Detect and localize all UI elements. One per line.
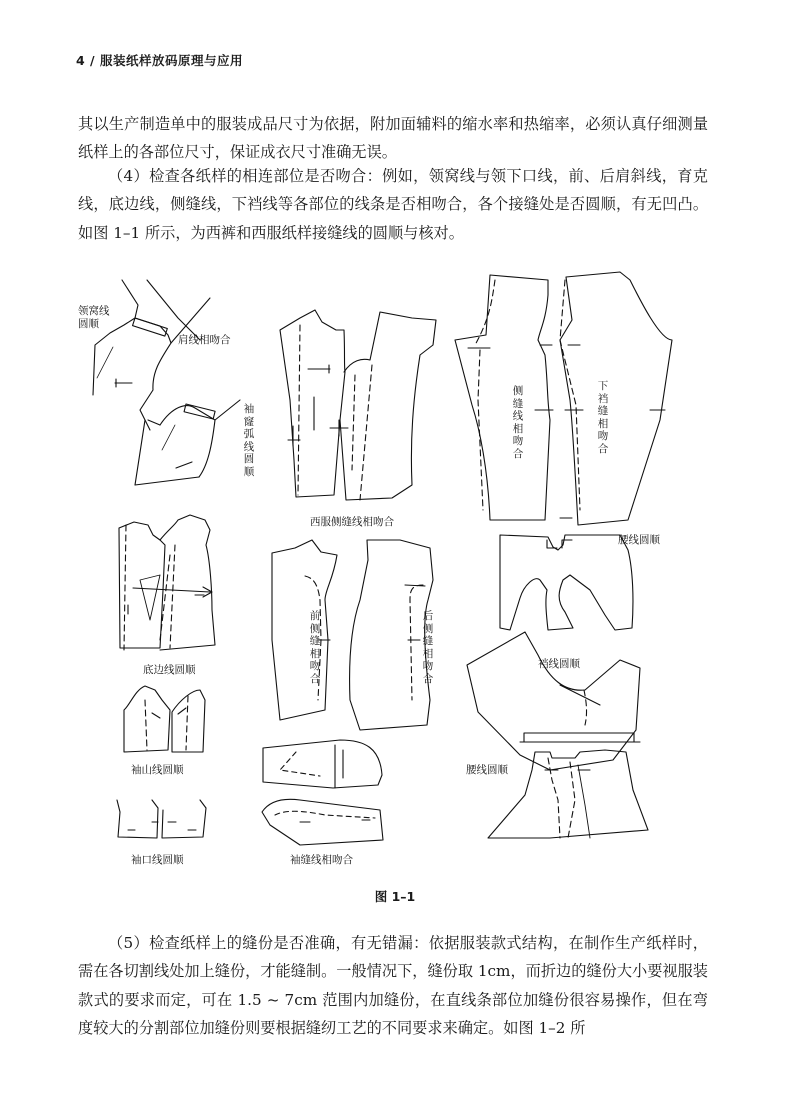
label-waist-bottom: 腰线圆顺 xyxy=(466,764,508,776)
label-armhole: 袖窿弧线圆顺 xyxy=(243,403,255,478)
hem-line-drawing xyxy=(119,515,215,650)
label-jacket-side: 西服侧缝线相吻合 xyxy=(310,516,394,528)
label-neckline: 领窝线 圆顺 xyxy=(78,305,110,330)
paragraph-check-seams: （4）检查各纸样的相连部位是否吻合：例如，领窝线与领下口线，前、后肩斜线，育克线，底边线，侧缝线，下裆线等各部位的线条是否相吻合，各个接缝处是否圆顺，有无凹凸。如图 1–1 所示，为西裤和西服纸样接缝线的圆顺与核对。 xyxy=(78,167,708,242)
label-back-side: 后侧缝相吻合 xyxy=(422,610,434,685)
label-sleeve-cap: 袖山线圆顺 xyxy=(131,764,184,776)
front-back-side-seam-drawing xyxy=(272,540,433,730)
label-inseam: 下裆缝相吻合 xyxy=(597,380,609,455)
jacket-side-seam-drawing xyxy=(280,310,436,500)
waist-top-drawing xyxy=(500,535,633,630)
sleeve-seam-drawing xyxy=(262,740,383,845)
cuff-drawing xyxy=(117,800,206,838)
label-crotch: 裆线圆顺 xyxy=(538,658,580,670)
label-cuff: 袖口线圆顺 xyxy=(131,854,184,866)
label-sleeve-seam: 袖缝线相吻合 xyxy=(290,854,353,866)
running-head: 4 / 服装纸样放码原理与应用 xyxy=(76,53,243,68)
trousers-seam-drawing xyxy=(455,272,672,525)
label-pants-side: 侧缝线相吻合 xyxy=(512,385,524,460)
figure-caption: 图 1–1 xyxy=(374,889,416,904)
paragraph-check-allowance: （5）检查纸样上的缝份是否准确，有无错漏：依据服装款式结构，在制作生产纸样时，需在各切割线处加上缝份，才能缝制。一般情况下，缝份取 1cm，而折边的缝份大小要视服装款式的要求而定，可在 1.5 ~ 7cm 范围内加缝份，在直线条部位加缝份很容易操作，但在弯度较大的分割部位加缝份则要根据缝纫工艺的不同要求来确定。如图 1–2 所 xyxy=(78,934,708,1038)
label-front-side: 前侧缝相吻合 xyxy=(309,610,321,685)
paragraph-continued: 其以生产制造单中的服装成品尺寸为依据，附加面辅料的缩水率和热缩率，必须认真仔细测量纸样上的各部位尺寸，保证成衣尺寸准确无误。 xyxy=(78,115,708,162)
sleeve-cap-drawing xyxy=(124,686,205,752)
label-shoulder: 肩线相吻合 xyxy=(178,334,231,346)
label-waist-top: 腰线圆顺 xyxy=(618,534,660,546)
label-hem: 底边线圆顺 xyxy=(143,664,196,676)
